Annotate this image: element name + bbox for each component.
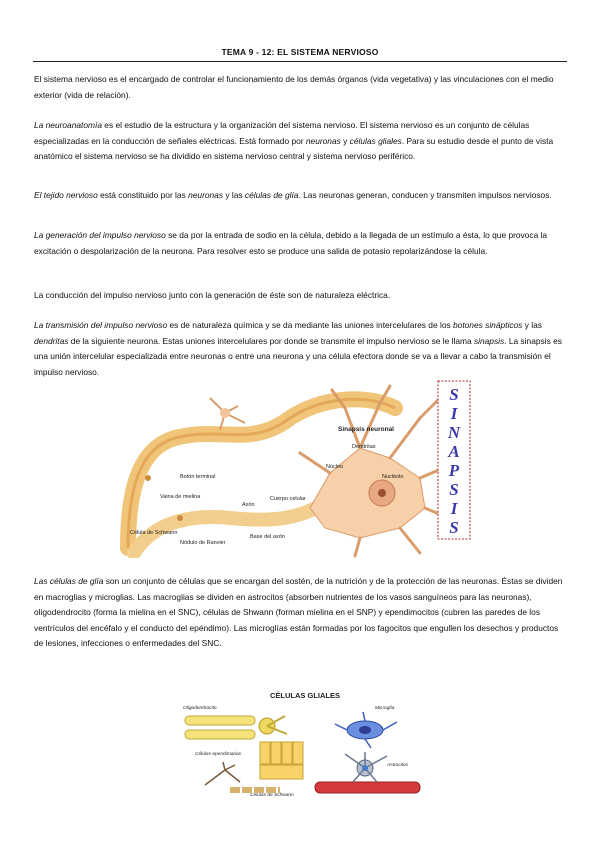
letter-i2: I: [450, 499, 458, 518]
text-span: y las: [223, 190, 245, 200]
text-span: y las: [522, 320, 542, 330]
term-celulas-gliales: células gliales: [349, 135, 402, 146]
text-span: es el estudio de la estructura y la organización del sistema nervioso. El sistema nervioso es un conjunto de células especializadas en la conducción de señales eléctricas. Está formado por: [34, 120, 530, 146]
text-span: y: [340, 135, 350, 146]
text-span: son un conjunto de células que se encargan del sostén, de la nutrición y de la protección de las neuronas. Éstas se dividen en macroglias y microglias. Las macroglias se dividen en astrocitos (absorben nutrientes de los vasos sanguíneos para las neuronas), oligodendrocito (forma la mielina en el SNC), células de Shwann (forman mielina en el SNP) y ependimocitos (cubren las paredes de los ventrículos del encéfalo y el conducto del epéndimo). Las microglías están formadas por los fagocitos que engullen los desechos y productos de lesiones, infecciones o enfermedades del SNC.: [34, 576, 563, 649]
label-microglia: Microglía: [375, 706, 395, 711]
label-base-axon: Base del axón: [250, 534, 285, 540]
neuron-cell-body: [300, 386, 460, 556]
label-schwann: Células de Schwann: [250, 793, 294, 798]
term-neuroanatomia: La neuroanatomía: [34, 120, 102, 130]
label-nodulo-ranvier: Nódulo de Ranvier: [180, 540, 226, 546]
microglia-illustration: [335, 712, 397, 748]
label-cuerpo-celular: Cuerpo celular: [270, 496, 306, 502]
paragraph-celulas-glia: [34, 574, 566, 652]
ependymal-cells-illustration: [260, 742, 303, 779]
paragraph-tejido-nervioso: [34, 188, 566, 204]
text-span: se da por la entrada de sodio en la célula, debido a la llegada de un estímulo a ésta, lo que provoca la excitación o despolarización de la neurona. Para resolver esto se produce una salida de potasio repolarizándose la célula.: [34, 230, 548, 256]
astrocyte-illustration: [315, 752, 420, 793]
letter-s1: S: [449, 385, 459, 404]
letter-n: N: [447, 423, 461, 442]
letter-i1: I: [450, 404, 458, 423]
label-dendritas: Dendritas: [352, 444, 376, 450]
label-vaina-mielina: Vaina de mielina: [160, 494, 201, 500]
letter-s2: S: [449, 480, 459, 499]
term-celulas-de-glia: Las células de glía: [34, 576, 104, 586]
text-span: . Las neuronas generan, conducen y transmiten impulsos nerviosos.: [298, 190, 552, 200]
paragraph-generacion: [34, 228, 566, 259]
label-nucleolo: Nucléolo: [382, 474, 404, 480]
paragraph-conduccion: La conducción del impulso nervioso junto con la generación de éste son de naturaleza eléctrica.: [34, 290, 391, 300]
letter-p: P: [448, 461, 460, 480]
term-neuronas-2: neuronas: [188, 190, 224, 200]
paragraph-transmision: [34, 318, 566, 380]
text-span: es de naturaleza química y se da mediante las uniones intercelulares de los: [167, 320, 453, 330]
label-nucleo: Núcleo: [326, 464, 344, 470]
term-neuronas: neuronas: [305, 135, 341, 146]
sinapsis-side-banner: [438, 381, 470, 539]
glial-figure-title: CÉLULAS GLIALES: [269, 691, 341, 700]
label-oligodendrocito: Oligodendrocito: [183, 706, 217, 711]
term-transmision-impulso: La transmisión del impulso nervioso: [34, 320, 168, 330]
label-celula-schwann: Célula de Schwann: [130, 530, 178, 536]
neuron-synapse-figure: [120, 378, 478, 558]
label-astrocitos: Astrocitos: [387, 763, 409, 768]
term-generacion-impulso: La generación del impulso nervioso: [34, 230, 166, 240]
letter-a: A: [448, 442, 460, 461]
title-rule: [33, 61, 567, 62]
text-span: de la siguiente neurona. Estas uniones intercelulares por donde se transmite el impulso nervioso se le llama: [68, 335, 474, 346]
term-sinapsis: sinapsis: [473, 335, 505, 346]
paragraph-neuroanatomia: [34, 118, 566, 165]
text-span: . La sinapsis es una unión intercelular especializada entre neuronas o entre una neurona y una célula efectora donde se va a llevar a cabo la transmisión el impulso nervioso.: [34, 335, 562, 377]
label-sinapsis-neuronal: Sinapsis neuronal: [338, 426, 394, 433]
term-tejido-nervioso: El tejido nervioso: [34, 190, 98, 200]
glial-cells-figure: [175, 690, 425, 808]
oligodendrocyte-illustration: [185, 716, 287, 739]
presynaptic-neuron: [210, 398, 245, 430]
label-boton-terminal: Botón terminal: [180, 474, 216, 480]
letter-s3: S: [449, 518, 459, 537]
paragraph-intro: El sistema nervioso es el encargado de controlar el funcionamiento de los demás órganos (vida vegetativa) y las vinculaciones con el medio exterior (vida de relación).: [34, 74, 554, 100]
term-celulas-glia: células de glía: [244, 190, 299, 200]
text-span: . Para su estudio desde el punto de vista anatómico el sistema nervioso se ha dividido en sistema nervioso central y sistema nervioso periférico.: [34, 135, 554, 162]
label-axon: Axón: [242, 502, 255, 508]
label-ependimarias: Células ependimarias: [195, 752, 242, 757]
term-botones-sinapticos: botones sinápticos: [453, 320, 523, 330]
page-title: TEMA 9 - 12: EL SISTEMA NERVIOSO: [221, 47, 379, 57]
text-span: está constituido por las: [97, 190, 189, 200]
term-dendritas: dendritas: [34, 335, 69, 346]
